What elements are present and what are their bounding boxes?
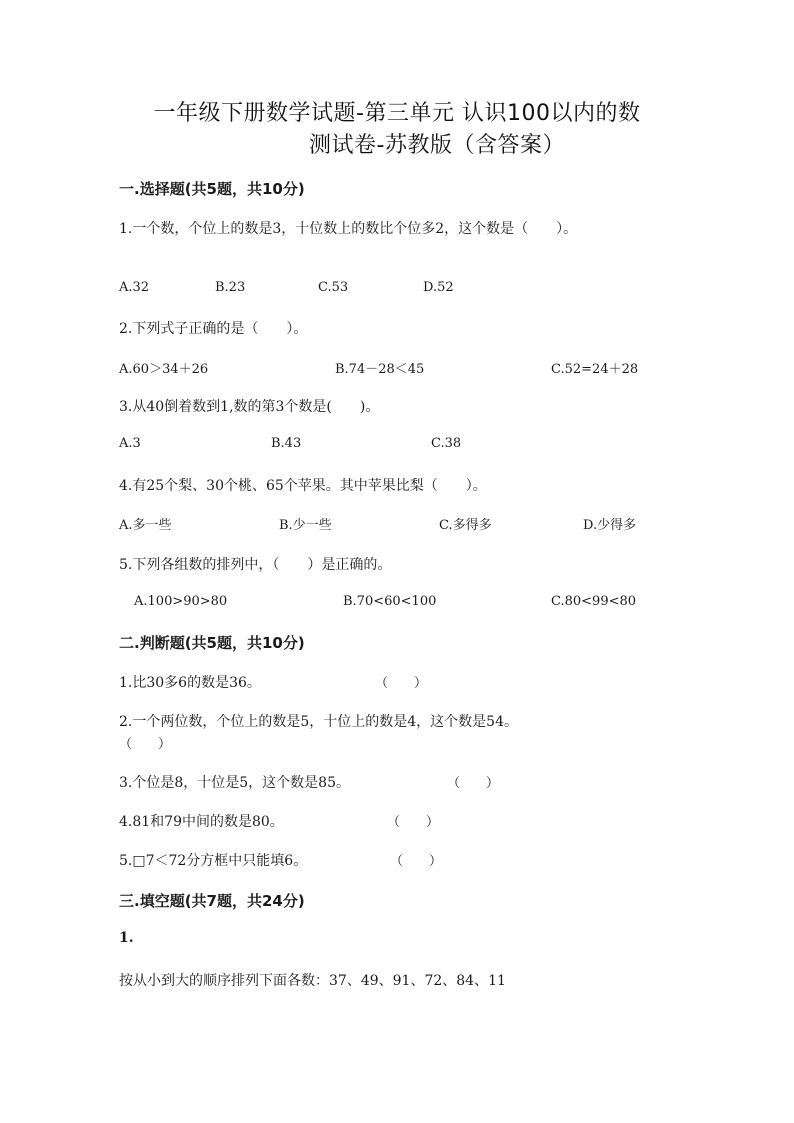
judgement-question-4: 4.81和79中间的数是80。	[119, 814, 284, 830]
choice-q1-option-a: A.32	[119, 280, 150, 295]
choice-q5-option-c: C.80<99<80	[551, 594, 637, 609]
choice-q5-option-a: A.100>90>80	[134, 594, 228, 609]
fill-question-1-text: 按从小到大的顺序排列下面各数：37、49、91、72、84、11	[119, 973, 506, 989]
judgement-question-3: 3.个位是8，十位是5，这个数是85。	[119, 775, 350, 791]
choice-q4-option-c: C.多得多	[439, 518, 492, 533]
judgement-q2-answer-parens: （ ）	[119, 737, 172, 752]
choice-q4-option-a: A.多一些	[119, 518, 172, 533]
judgement-question-5: 5.□7＜72分方框中只能填6。	[119, 853, 308, 869]
choice-q3-option-a: A.3	[119, 436, 141, 451]
choice-q5-option-b: B.70<60<100	[343, 594, 437, 609]
judgement-question-1: 1.比30多6的数是36。	[119, 675, 261, 691]
choice-q4-option-b: B.少一些	[279, 518, 332, 533]
choice-q2-option-c: C.52=24＋28	[551, 362, 639, 377]
choice-q1-option-c: C.53	[318, 280, 349, 295]
judgement-q3-answer-parens: （ ）	[447, 776, 500, 791]
choice-question-1: 1.一个数，个位上的数是3，十位数上的数比个位多2，这个数是（ ）。	[119, 221, 578, 237]
choice-q4-option-d: D.少得多	[583, 518, 637, 533]
choice-question-3: 3.从40倒着数到1,数的第3个数是( )。	[119, 399, 380, 415]
judgement-q4-answer-parens: （ ）	[387, 815, 440, 830]
choice-question-4: 4.有25个梨、30个桃、65个苹果。其中苹果比梨（ ）。	[119, 478, 487, 494]
page-title-line-1: 一年级下册数学试题-第三单元 认识100以内的数	[153, 101, 641, 126]
choice-q1-option-b: B.23	[215, 280, 246, 295]
judgement-q5-answer-parens: （ ）	[390, 854, 443, 869]
choice-q2-option-a: A.60＞34＋26	[119, 362, 209, 377]
choice-q2-option-b: B.74－28＜45	[335, 362, 425, 377]
choice-q3-option-c: C.38	[431, 436, 462, 451]
section-heading-fill-blank: 三.填空题(共7题，共24分)	[119, 892, 305, 910]
page-title-line-2: 测试卷-苏教版（含答案）	[309, 133, 565, 158]
choice-question-2: 2.下列式子正确的是（ ）。	[119, 321, 308, 337]
judgement-q1-answer-parens: （ ）	[375, 676, 428, 691]
fill-question-1-number: 1.	[119, 930, 134, 946]
choice-q3-option-b: B.43	[271, 436, 302, 451]
choice-q1-option-d: D.52	[423, 280, 454, 295]
section-heading-judgement: 二.判断题(共5题，共10分)	[119, 634, 305, 652]
section-heading-choice: 一.选择题(共5题，共10分)	[119, 180, 305, 198]
judgement-question-2: 2.一个两位数，个位上的数是5，十位上的数是4，这个数是54。	[119, 714, 518, 730]
choice-question-5: 5.下列各组数的排列中，（ ）是正确的。	[119, 557, 392, 573]
